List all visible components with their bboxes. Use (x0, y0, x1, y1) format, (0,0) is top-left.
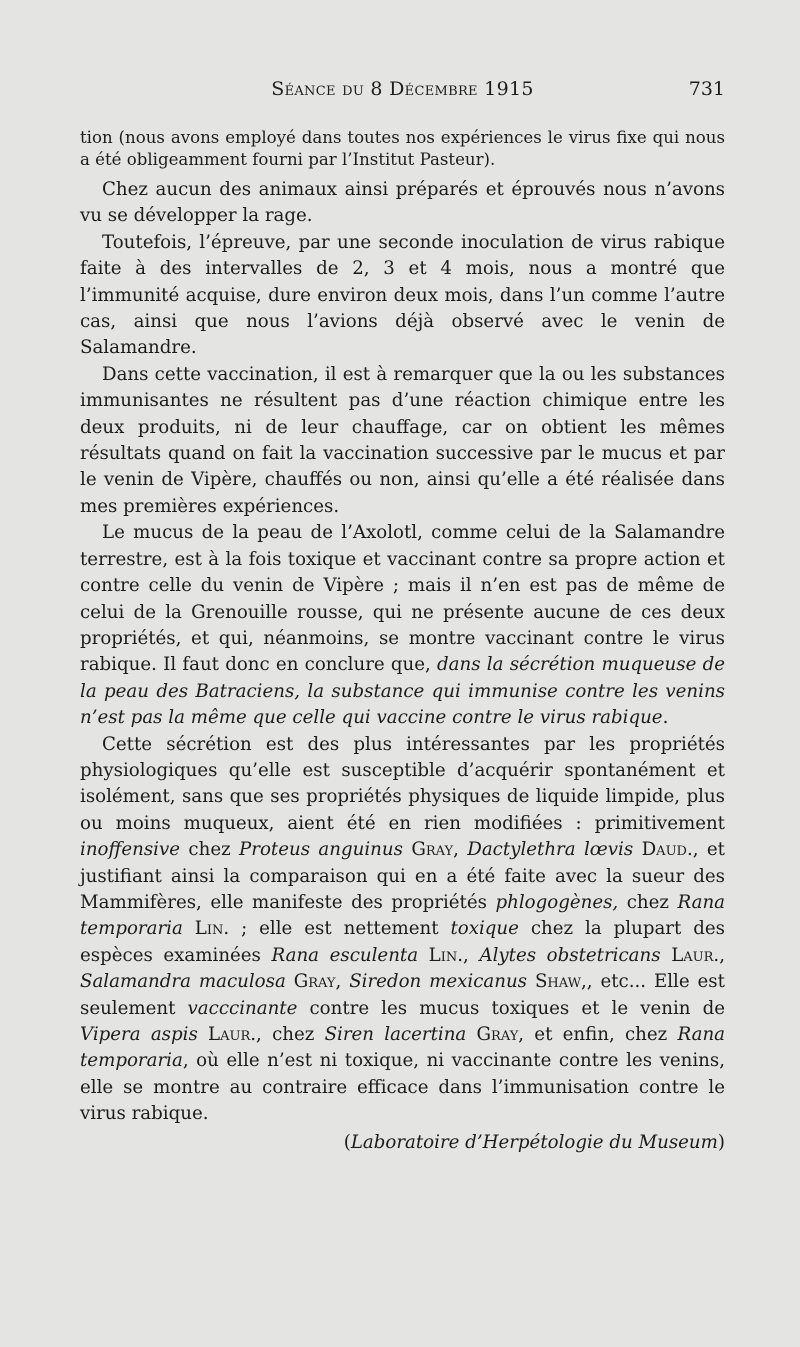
signature-text: Laboratoire d’Herpétologie du Museum (350, 1131, 718, 1153)
italic-term: inoffensive (80, 839, 181, 861)
author-abbrev: Gray (476, 1024, 519, 1045)
species-name: Rana temporaria (80, 1024, 725, 1072)
text-run: chez la plupart des espèces examinées (80, 918, 725, 966)
author-abbrev: Gray (293, 971, 336, 993)
italic-term: phlogogènes, (495, 891, 619, 913)
text-run: contre les mucus toxiques et le venin de (297, 997, 725, 1019)
species-name: Dactylethra lœvis (467, 839, 634, 861)
author-abbrev: Shaw, (534, 971, 587, 993)
text-run: , (719, 944, 725, 966)
species-name: Vipera aspis (80, 1024, 198, 1045)
paragraph-3: Toutefois, l’épreuve, par une seconde inoculation de virus rabique faite à des intervalles de 2, 3 et 4 mois, nous a montré que l’immunité acquise, dure environ deux mois, dans l’un comme l’autre cas, ainsi que nous l’avions déjà observé avec le venin de Salamandre. (80, 231, 725, 359)
text-run: , et enfin, chez (518, 1024, 678, 1045)
species-name: Rana esculenta (271, 944, 419, 966)
text-run: chez (618, 891, 678, 913)
paragraph-4: Dans cette vaccination, il est à remarquer que la ou les substances immunisantes ne résultent pas d’une réaction chimique entre les deux produits, ni de leur chauffage, car on obtient les mêmes résultats quand on fait la vaccination successive par le mucus et par le venin de Vipère, chauffés ou non, ainsi qu’elle a été réalisée dans mes premières expériences. (80, 363, 725, 517)
species-name: Salamandra maculosa (80, 971, 286, 993)
species-name: Siredon mexicanus (349, 971, 528, 993)
text-run: , et justifiant ainsi la comparaison qui en a été faite avec la sueur des Mammifères, elle manifeste des propriétés (80, 839, 725, 913)
paragraph-5-text: Le mucus de la peau de l’Axolotl, comme celui de la Salamandre terrestre, est à la fois toxique et vaccinant contre sa propre action et contre celle du venin de Vipère ; mais il n’en est pas de même de celui de la Grenouille rousse, qui ne présente aucune de ces deux propriétés, et qui, néanmoins, se montre vaccinant contre le virus rabique. Il faut donc en conclure que, (80, 522, 725, 676)
text-run: Cette sécrétion est des plus intéressantes par les propriétés physiologiques qu’elle est susceptible d’acquérir spontanément et isolément, sans que ses propriétés physiques de liquide limpide, plus ou moins muqueux, aient été en rien modifiées : primitivement (80, 733, 725, 834)
paragraph-5-end: . (662, 707, 669, 729)
author-abbrev: Lin. (428, 944, 464, 966)
species-name: Rana temporaria (80, 891, 726, 940)
paragraph-2: Chez aucun des animaux ainsi préparés et éprouvés nous n’avons vu se développer la rage. (80, 179, 725, 227)
author-abbrev: Daud. (641, 839, 693, 861)
text-run: , (463, 944, 480, 966)
author-abbrev: Gray (411, 839, 454, 861)
author-abbrev: Laur. (208, 1024, 257, 1045)
signature-open-paren: ( (343, 1131, 351, 1153)
text-run: , où elle n’est ni toxique, ni vaccinante contre les venins, elle se montre au contraire efficace dans l’immunisation contre le virus rabique. (80, 1050, 725, 1125)
species-name: Proteus anguinus (239, 839, 403, 861)
text-run: , chez (256, 1024, 325, 1045)
page-number: 731 (688, 78, 725, 100)
author-abbrev: Lin. (194, 918, 230, 940)
text-run: chez (180, 839, 240, 861)
paragraph-5 (80, 520, 725, 731)
italic-term: toxique (450, 918, 519, 940)
running-head: Séance du 8 Décembre 1915 (271, 78, 534, 100)
paragraph-6 (80, 732, 725, 1128)
italic-term: vacccinante (187, 997, 298, 1019)
text-run: , etc... Elle est seulement (80, 971, 725, 1019)
species-name: Siren lacertina (324, 1024, 467, 1045)
laboratory-signature (80, 1130, 725, 1156)
species-name: Alytes obstetricans (479, 944, 661, 966)
text-run: , (453, 839, 468, 861)
paragraph-5-conclusion: dans la sécrétion muqueuse de la peau des Batraciens, la substance qui immunise contre les venins n’est pas la même que celle qui vaccine contre le virus rabique (80, 654, 725, 729)
author-abbrev: Laur. (671, 944, 720, 966)
signature-close-paren: ) (717, 1131, 725, 1153)
paragraph-1: tion (nous avons employé dans toutes nos expériences le virus fixe qui nous a été obligeamment fourni par l’Institut Pasteur). (80, 128, 725, 169)
page-header (80, 78, 725, 108)
body-text (80, 127, 725, 1174)
text-run: , (335, 971, 350, 993)
text-run: ; elle est nettement (229, 918, 451, 940)
